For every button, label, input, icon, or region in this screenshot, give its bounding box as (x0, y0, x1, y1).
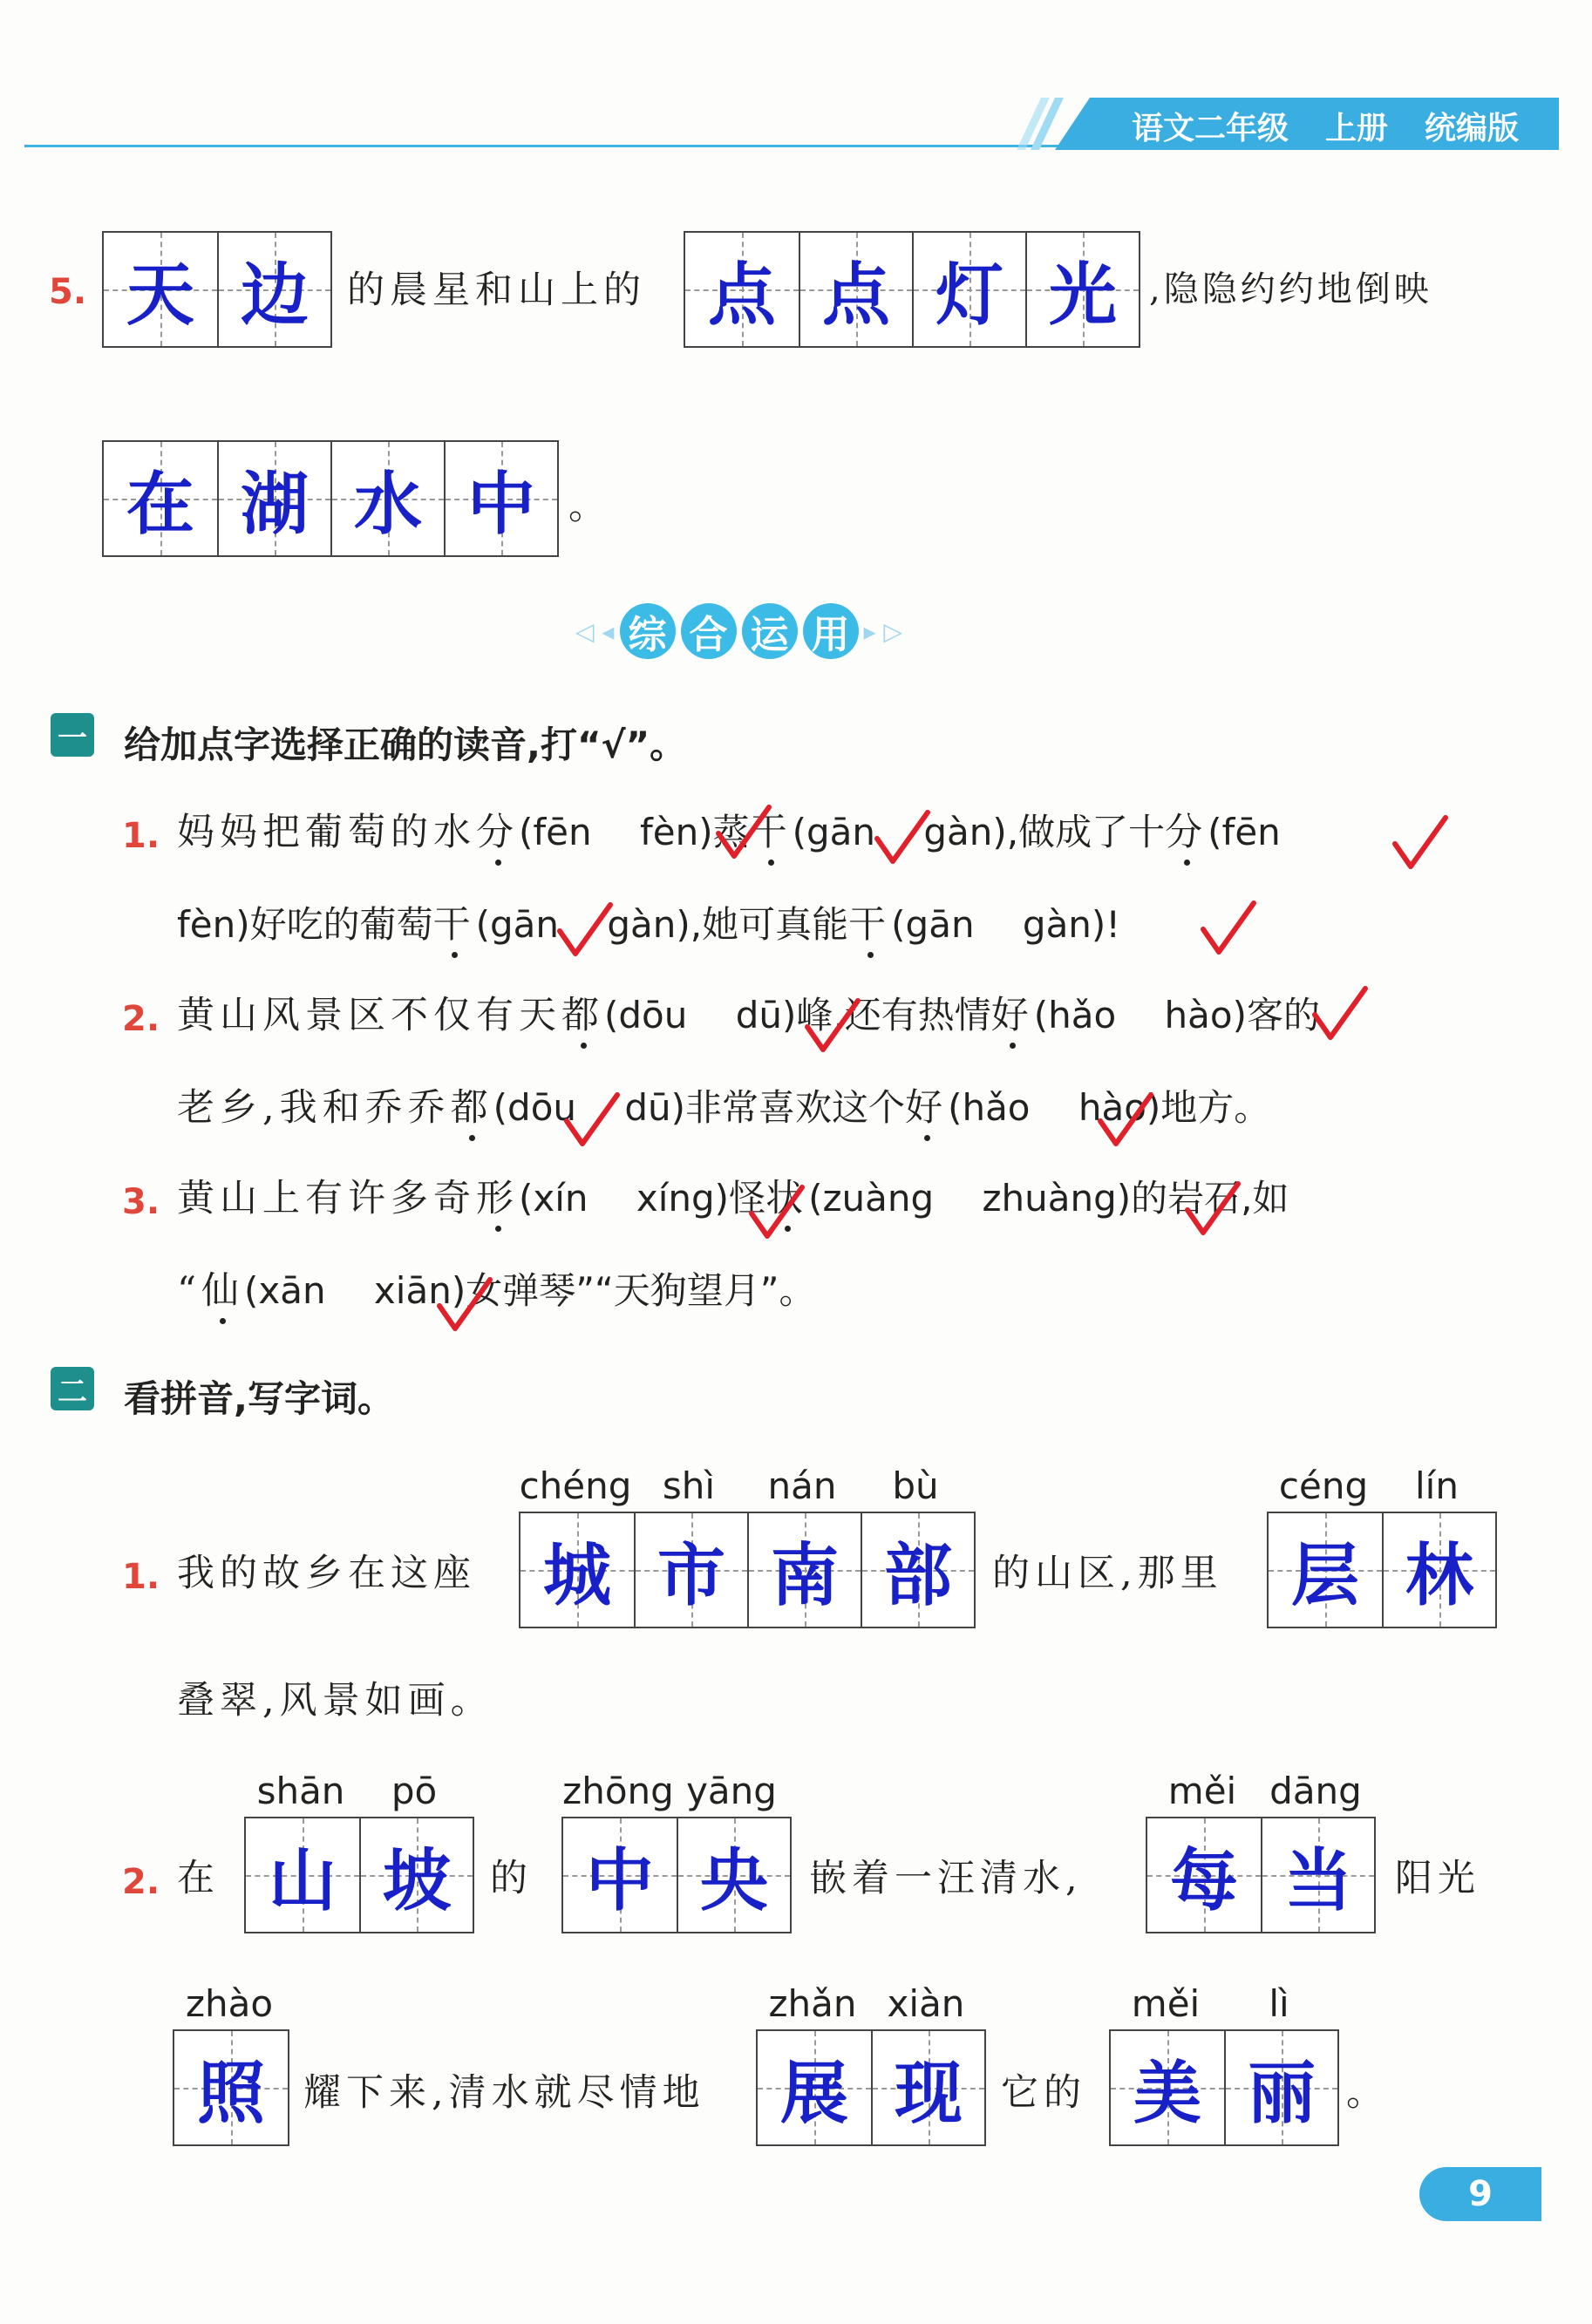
grid-cell: 林 (1382, 1513, 1495, 1627)
check-mark-icon (1390, 812, 1451, 873)
dotted-char: 干 (848, 903, 892, 947)
check-mark-icon (1310, 983, 1371, 1044)
check-mark-icon (1095, 1090, 1156, 1151)
check-mark-icon (561, 1090, 623, 1151)
header-text (1099, 103, 1552, 148)
grid-cell: 点 (685, 233, 799, 346)
banner-char: 合 (681, 603, 737, 659)
sentence-text: ,隐隐约约地倒映 (1149, 269, 1432, 309)
grid-cell: 在 (104, 442, 217, 555)
sentence-text: 它的 (1001, 2071, 1086, 2115)
answer-grid (1146, 1817, 1376, 1933)
question-number: 3. (122, 1182, 160, 1222)
check-mark-icon (872, 807, 933, 868)
sentence-text: 耀下来,清水就尽情地 (303, 2071, 705, 2115)
dotted-char: 形 (476, 1177, 519, 1220)
header-volume: 上册 (1324, 110, 1388, 146)
dotted-char: 好 (905, 1086, 949, 1130)
banner-char: 综 (620, 603, 676, 659)
grid-cell: 中 (444, 442, 557, 555)
question-line: “仙(xān xiān)女弹琴”“天狗望月”。 (177, 1269, 816, 1313)
sentence-text: 。 (568, 485, 611, 528)
answer-grid (173, 2029, 289, 2146)
banner-right-arrows: ▸ ▷ (863, 616, 902, 646)
grid-cell: 湖 (217, 442, 330, 555)
pinyin-row: zhōng yāng (562, 1770, 777, 1812)
dotted-char: 分 (1165, 811, 1208, 854)
answer-grid (1267, 1512, 1497, 1628)
answer-grid (102, 440, 559, 557)
grid-cell: 部 (861, 1513, 974, 1627)
check-mark-icon (1182, 1179, 1243, 1240)
grid-cell: 现 (871, 2031, 984, 2144)
pinyin-row: měi lì (1131, 1982, 1289, 2025)
check-mark-icon (434, 1274, 495, 1335)
sentence-text: 的 (490, 1857, 533, 1900)
answer-grid (1109, 2029, 1339, 2146)
dotted-char: 好 (990, 994, 1034, 1037)
banner-char: 用 (803, 603, 859, 659)
grid-cell: 美 (1111, 2031, 1224, 2144)
item-number: 5. (49, 272, 87, 312)
question-number: 1. (122, 1557, 160, 1597)
grid-cell: 层 (1269, 1513, 1382, 1627)
grid-cell: 水 (330, 442, 444, 555)
grid-cell: 光 (1025, 233, 1139, 346)
header-edition: 统编版 (1425, 110, 1520, 146)
pinyin-row: měi dāng (1167, 1770, 1362, 1812)
grid-cell: 城 (520, 1513, 634, 1627)
question-number: 2. (122, 999, 160, 1039)
dotted-char: 干 (749, 811, 793, 854)
pinyin-row: shān pō (256, 1770, 438, 1812)
grid-cell: 丽 (1224, 2031, 1337, 2144)
grid-cell: 南 (747, 1513, 861, 1627)
answer-grid (756, 2029, 986, 2146)
question-number: 2. (122, 1862, 160, 1902)
answer-grid (561, 1817, 792, 1933)
grid-cell: 中 (563, 1818, 677, 1932)
question-line: fèn)好吃的葡萄干(gān gàn),她可真能干(gān gàn)! (177, 903, 1121, 947)
grid-cell: 山 (246, 1818, 359, 1932)
section-icon: 二 (51, 1367, 94, 1410)
sentence-text: 嵌着一汪清水, (809, 1857, 1083, 1900)
dotted-char: 状 (765, 1177, 809, 1220)
grid-cell: 边 (217, 233, 330, 346)
sentence-text: 的晨星和山上的 (347, 268, 646, 312)
banner-char: 运 (742, 603, 798, 659)
question-number: 1. (122, 816, 160, 856)
grid-cell: 坡 (359, 1818, 473, 1932)
answer-grid (519, 1512, 976, 1628)
question-line: 妈妈把葡萄的水分(fēn fèn)蒸干(gān gàn),做成了十分(fēn (177, 811, 1281, 854)
pinyin-row: chéng shì nán bù (519, 1464, 939, 1507)
section-title: 给加点字选择正确的读音,打“√”。 (124, 724, 687, 766)
answer-grid (102, 231, 332, 348)
answer-grid (244, 1817, 474, 1933)
check-mark-icon (554, 900, 616, 961)
section-icon: 一 (51, 713, 94, 757)
dotted-char: 仙 (201, 1269, 244, 1313)
sentence-text: 在 (177, 1857, 220, 1900)
section-banner (575, 603, 902, 659)
grid-cell: 市 (634, 1513, 747, 1627)
pinyin-row: zhǎn xiàn (768, 1982, 965, 2025)
grid-cell: 天 (104, 233, 217, 346)
header-subject: 语文二年级 (1131, 110, 1289, 146)
grid-cell: 当 (1261, 1818, 1374, 1932)
grid-cell: 照 (174, 2031, 288, 2144)
grid-cell: 展 (758, 2031, 871, 2144)
sentence-text: 阳光 (1395, 1857, 1480, 1900)
sentence-text: 。 (1346, 2071, 1389, 2115)
check-mark-icon (1198, 898, 1259, 959)
grid-cell: 每 (1147, 1818, 1261, 1932)
dotted-char: 都 (450, 1086, 493, 1130)
pinyin-row: céng lín (1278, 1464, 1459, 1507)
grid-cell: 央 (677, 1818, 790, 1932)
check-mark-icon (746, 1177, 809, 1243)
sentence-text: 叠翠,风景如画。 (177, 1679, 493, 1723)
dotted-char: 都 (561, 994, 604, 1037)
page-number: 9 (1419, 2167, 1541, 2221)
sentence-text: 我的故乡在这座 (177, 1552, 476, 1595)
banner-left-arrows: ◁ ◂ (575, 616, 615, 646)
question-line: 老乡,我和乔乔都(dōu dū)非常喜欢这个好(hǎo hào)地方。 (177, 1086, 1271, 1130)
grid-cell: 点 (799, 233, 912, 346)
dotted-char: 干 (432, 903, 476, 947)
dotted-char: 分 (476, 811, 519, 854)
section-title: 看拼音,写字词。 (124, 1377, 394, 1420)
answer-grid (684, 231, 1140, 348)
check-mark-icon (713, 802, 774, 863)
check-mark-icon (802, 996, 863, 1057)
sentence-text: 的山区,那里 (992, 1552, 1223, 1595)
question-line: 黄山风景区不仅有天都(dōu dū)峰,还有热情好(hǎo hào)客的 (177, 994, 1320, 1037)
pinyin-row: zhào (185, 1982, 274, 2025)
question-line: 黄山上有许多奇形(xín xíng)怪状(zuàng zhuàng)的岩石,如 (177, 1177, 1289, 1220)
grid-cell: 灯 (912, 233, 1025, 346)
